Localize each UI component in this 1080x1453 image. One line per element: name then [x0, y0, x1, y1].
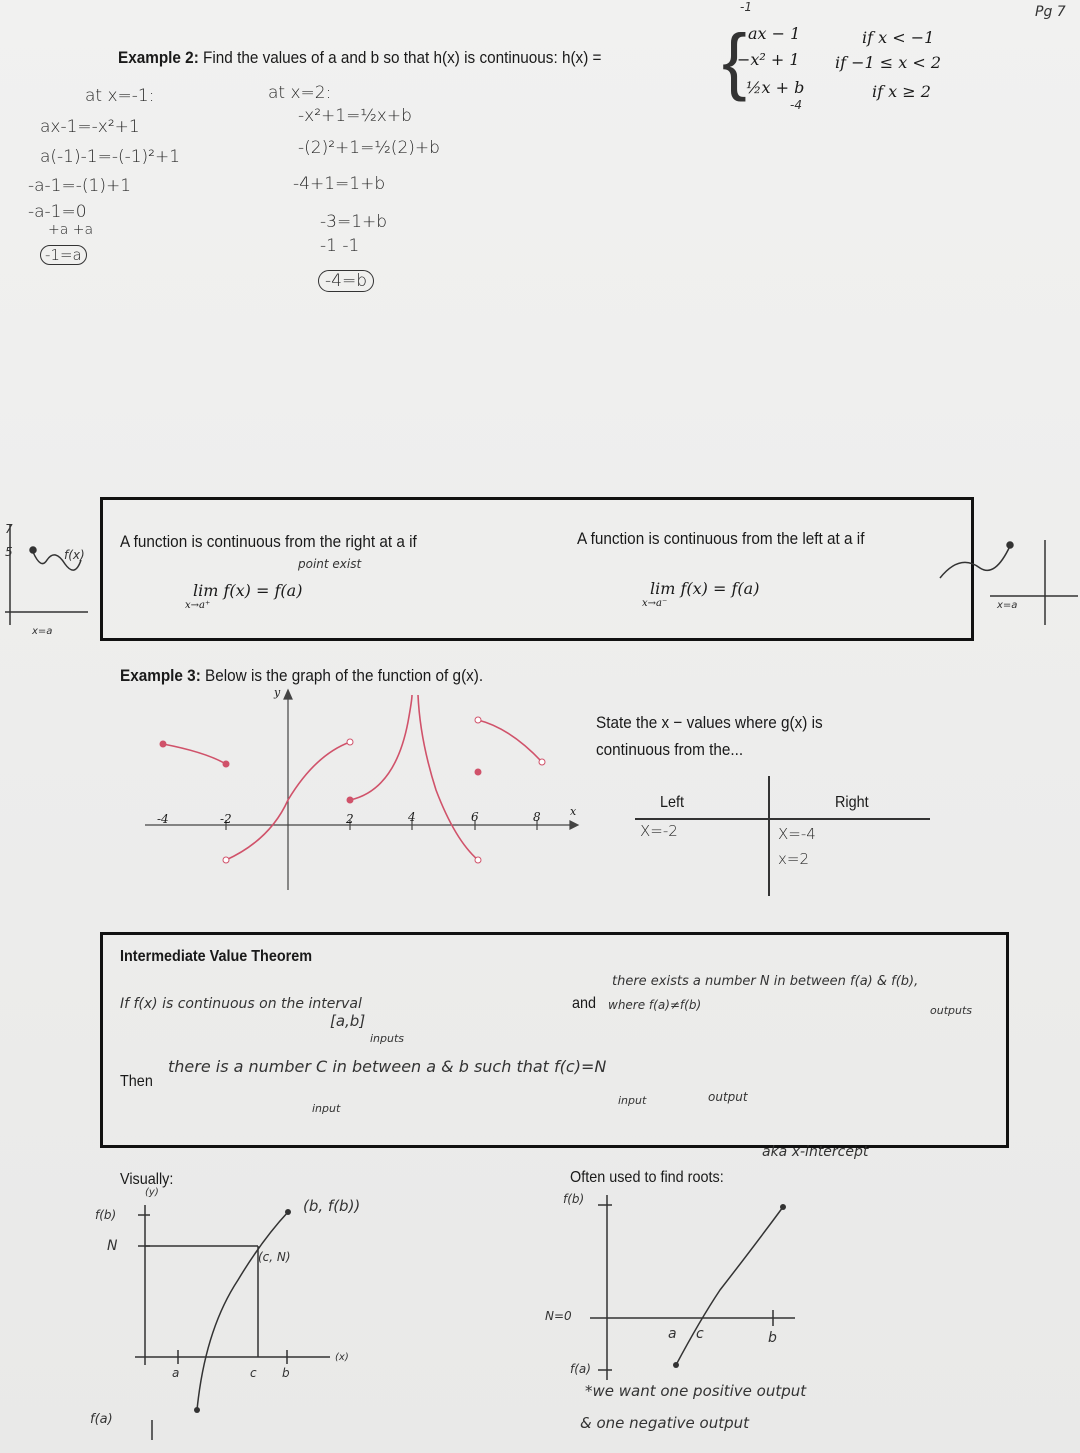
- ivt-title: Intermediate Value Theorem: [120, 948, 313, 965]
- visually-label: Visually:: [120, 1171, 174, 1188]
- left-continuity-def: A function is continuous from the left at a if: [577, 529, 865, 548]
- question-line1: State the x − values where g(x) is: [596, 713, 823, 732]
- piece-cond: if −1 ≤ x < 2: [835, 53, 942, 72]
- question-line2: continuous from the...: [596, 740, 744, 759]
- piece-expr: ½x + b: [746, 78, 805, 97]
- example3-heading: Example 3: Below is the graph of the function of g(x).: [120, 666, 484, 685]
- roots-label: Often used to find roots:: [570, 1169, 724, 1186]
- right-continuity-def: A function is continuous from the right at a if: [120, 532, 417, 551]
- table-header-left: Left: [660, 794, 685, 811]
- piece-cond: if x ≥ 2: [872, 82, 931, 101]
- piece-expr: ax − 1: [748, 24, 801, 43]
- example2-heading: Example 2: Find the values of a and b so that h(x) is continuous: h(x) =: [118, 48, 602, 67]
- piece-expr: −x² + 1: [737, 50, 800, 69]
- table-header-right: Right: [835, 794, 869, 811]
- page-number: Pg 7: [1035, 4, 1066, 20]
- answer-b: -4=b: [318, 270, 374, 292]
- right-limit-formula: lim f(x) = f(a): [193, 581, 303, 600]
- answer-a: -1=a: [40, 245, 87, 265]
- left-limit-formula: lim f(x) = f(a): [650, 579, 760, 598]
- brace: {: [722, 19, 747, 102]
- notes-page: Pg 7 Example 2: Find the values of a and b so that h(x) is continuous: h(x) = { -1 -4 ax − 1 if x < −1 −x² + 1 if −1 ≤ x < 2 ½x + b if x ≥ 2 at x=-1: ax-1=-x²+1 a(-1)-1=-(-1)²+1 -a-1=-(1)+1 -a-1=0 +a +a -1=a at x=2: -x²+1=½x+b -(2)²+1=½(2)+b -4+1=1+b -3=1+b -1 -1 -4=b A function is continuous from the right at a if point exist lim f(x) = f(a) x→a⁺ A function is continuous from the left at a if lim f(x) = f(a) x→a⁻ 7 5 f(x) x=a x=a Example 3: Below is the graph of the function of g(x). -4 -2 2 4 6 8 x y State the x − values where g(x) is continuous from the... Left Right X=-2 X=-4 x=2 Intermediate Value Theorem If f(x) is continuous on the interval [a,b] inputs and where f(a)≠f(b) there exists a number N in between f(a) & f(b), outputs Then there is a number C in between a & b such that f(c)=N input input output Visually: (y) f(b) N f(a) (b, f(b)) (c, N) a c b (x) Often used to find roots: aka x-intercept f(b) N=0 f(a) a c b *we want one positive output & one negative output: [0, 0, 1080, 1453]
- piece-cond: if x < −1: [862, 28, 935, 47]
